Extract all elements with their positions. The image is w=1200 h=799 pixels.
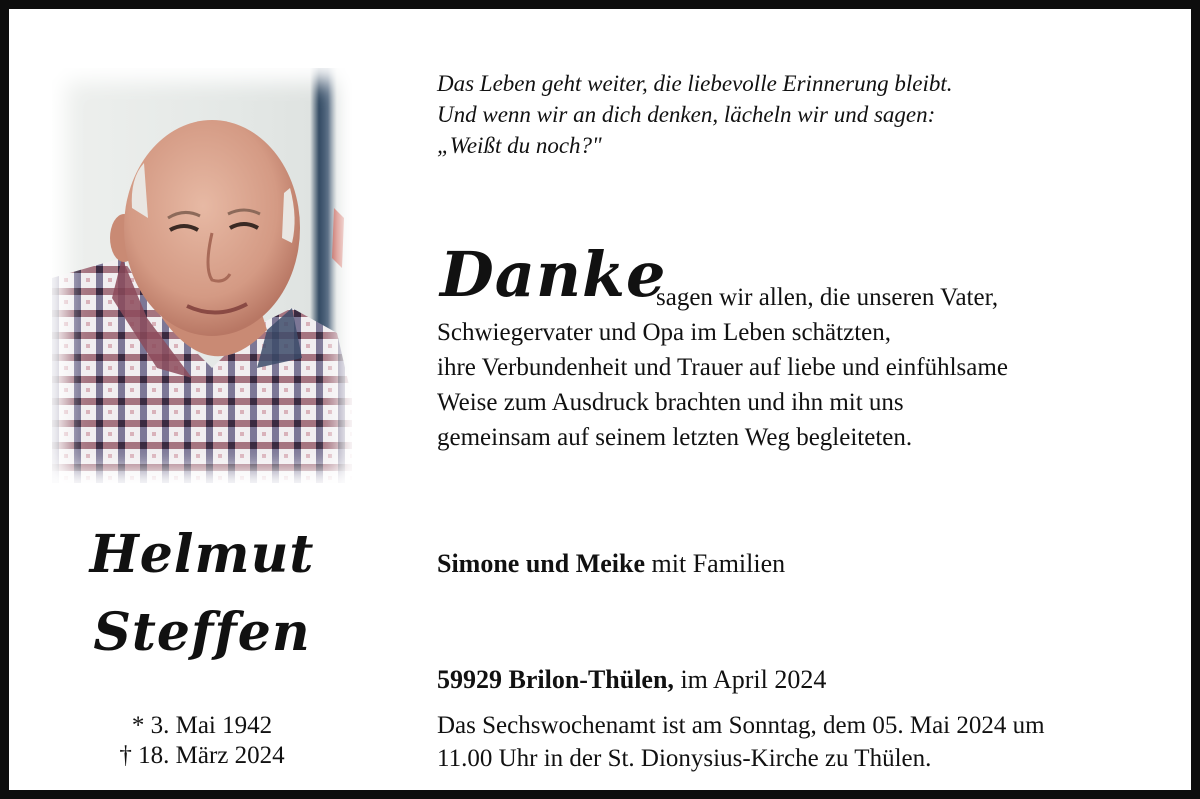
service-line-1: Das Sechswochenamt ist am Sonntag, dem 05. Mai 2024 um: [437, 712, 1045, 739]
thanks-line-4: Weise zum Ausdruck brachten und ihn mit uns: [437, 389, 904, 416]
deceased-first-name: Helmut: [89, 524, 315, 585]
quote-line-2: Und wenn wir an dich denken, lächeln wir und sagen:: [437, 102, 936, 127]
thanks-line-3: ihre Verbundenheit und Trauer auf liebe und einfühlsame: [437, 354, 1008, 381]
birth-date: * 3. Mai 1942: [131, 712, 273, 739]
thanks-line-5: gemeinsam auf seinem letzten Weg begleiteten.: [437, 424, 913, 451]
notice-date: im April 2024: [673, 665, 827, 694]
service-info: [437, 709, 1045, 775]
thanks-text: [437, 280, 1177, 455]
memorial-quote: [437, 68, 1157, 161]
family-signature: [437, 549, 785, 579]
deceased-last-name: Steffen: [93, 602, 311, 663]
place-location: 59929 Brilon-Thülen,: [437, 665, 674, 694]
thanks-line-2: Schwiegervater und Opa im Leben schätzten,: [437, 319, 891, 346]
quote-line-3: „Weißt du noch?": [437, 133, 602, 158]
portrait-illustration: [52, 68, 352, 483]
service-line-2: 11.00 Uhr in der St. Dionysius-Kirche zu Thülen.: [437, 745, 932, 772]
thanks-heading: Danke: [440, 238, 667, 311]
place-date: [437, 665, 826, 695]
family-suffix: mit Familien: [645, 549, 786, 578]
quote-line-1: Das Leben geht weiter, die liebevolle Erinnerung bleibt.: [437, 71, 953, 96]
portrait-photo: [52, 68, 352, 483]
thanks-line-1: sagen wir allen, die unseren Vater,: [656, 284, 999, 311]
death-date: † 18. März 2024: [119, 742, 285, 769]
family-names: Simone und Meike: [437, 549, 646, 578]
